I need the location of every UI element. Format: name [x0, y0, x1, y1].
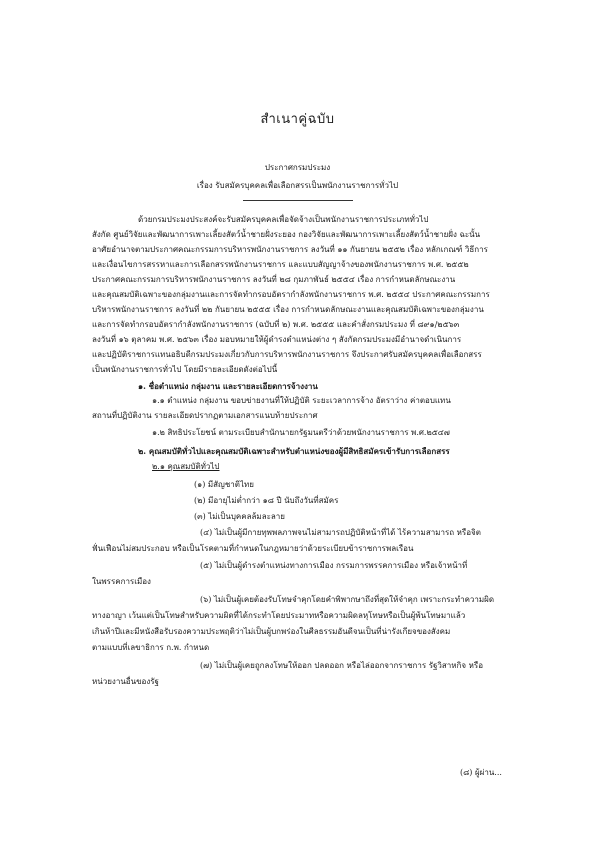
intro-line: และการจัดทำกรอบอัตรากำลังพนักงานราชการ (ฉบับที่ ๒) พ.ศ. ๒๕๕๕ และคำสั่งกรมประมง ที่ ๘๙๑/๒๕๖๓ — [92, 320, 460, 329]
intro-line: และคุณสมบัติเฉพาะของกลุ่มงานและการจัดทำกรอบอัตรากำลังพนักงานราชการ พ.ศ. ๒๕๕๔ ประกาศคณะกรรมการ — [92, 290, 490, 299]
intro-line: และปฏิบัติราชการแทนอธิบดีกรมประมงเกี่ยวกับการบริหารพนักงานราชการ จึงประกาศรับสมัครบุคคลเพื่อเลือกสรร — [92, 350, 482, 359]
section-1-1-line: ๑.๑ ตำแหน่ง กลุ่มงาน ขอบข่ายงานที่ให้ปฏิบัติ ระยะเวลาการจ้าง อัตราว่าง ค่าตอบแทน — [152, 396, 451, 405]
qualification-item-6-line: ตามแบบที่เลขาธิการ ก.พ. กำหนด — [92, 643, 210, 652]
qualification-item-7-line: (๗) ไม่เป็นผู้เคยถูกลงโทษให้ออก ปลดออก หรือไล่ออกจากราชการ รัฐวิสาหกิจ หรือ — [200, 661, 483, 670]
intro-line: ลงวันที่ ๑๖ ตุลาคม พ.ศ. ๒๕๖๓ เรื่อง มอบหมายให้ผู้ดำรงตำแหน่งต่าง ๆ สังกัดกรมประมงมีอำนาจดำเนินการ — [92, 335, 462, 344]
title-divider — [243, 200, 353, 201]
qualification-item-6-line: ทางอาญา เว้นแต่เป็นโทษสำหรับความผิดที่ได้กระทำโดยประมาทหรือความผิดลหุโทษหรือเป็นผู้พ้นโทษมาแล้ว — [92, 611, 466, 620]
intro-line: อาศัยอำนาจตามประกาศคณะกรรมการบริหารพนักงานราชการ ลงวันที่ ๑๑ กันยายน ๒๕๕๒ เรื่อง หลักเกณฑ์ วิธีการ — [92, 245, 488, 254]
qualification-item-6-line: (๖) ไม่เป็นผู้เคยต้องรับโทษจำคุกโดยคำพิพากษาถึงที่สุดให้จำคุก เพราะกระทำความผิด — [200, 595, 495, 604]
qualification-item-5-line: (๕) ไม่เป็นผู้ดำรงตำแหน่งทางการเมือง กรรมการพรรคการเมือง หรือเจ้าหน้าที่ — [200, 561, 468, 570]
qualification-item-4-line: (๔) ไม่เป็นผู้มีกายทุพพลภาพจนไม่สามารถปฏิบัติหน้าที่ได้ ไร้ความสามารถ หรือจิต — [200, 528, 481, 537]
intro-line: สังกัด ศูนย์วิจัยและพัฒนาการเพาะเลี้ยงสัตว์น้ำชายฝั่งระยอง กองวิจัยและพัฒนาการเพาะเลี้ยงสัตว์น้ำชายฝั่ง ฉะนั้น — [92, 230, 481, 239]
qualification-item: (๓) ไม่เป็นบุคคลล้มละลาย — [194, 512, 285, 521]
section-2-heading: ๒. คุณสมบัติทั่วไปและคุณสมบัติเฉพาะสำหรับตำแหน่งของผู้มีสิทธิสมัครเข้ารับการเลือกสรร — [138, 446, 450, 456]
continuation-marker: (๘) ผู้ผ่าน... — [460, 768, 502, 777]
copy-stamp: สำเนาคู่ฉบับ — [260, 112, 335, 127]
section-1-heading: ๑. ชื่อตำแหน่ง กลุ่มงาน และรายละเอียดการจ้างงาน — [138, 381, 318, 391]
intro-line: และเงื่อนไขการสรรหาและการเลือกสรรพนักงานราชการ และแบบสัญญาจ้างของพนักงานราชการ พ.ศ. ๒๕๕๒ — [92, 260, 469, 269]
announcement-title: ประกาศกรมประมง — [264, 163, 331, 172]
announcement-subject: เรื่อง รับสมัครบุคคลเพื่อเลือกสรรเป็นพนักงานราชการทั่วไป — [196, 181, 399, 190]
intro-line: ประกาศคณะกรรมการบริหารพนักงานราชการ ลงวันที่ ๒๘ กุมภาพันธ์ ๒๕๕๔ เรื่อง การกำหนดลักษณะงาน — [92, 275, 456, 284]
section-1-1-line: สถานที่ปฏิบัติงาน รายละเอียดปรากฏตามเอกสารแนบท้ายประกาศ — [92, 411, 318, 420]
qualification-item: (๑) มีสัญชาติไทย — [194, 480, 254, 489]
qualification-item-7-line: หน่วยงานอื่นของรัฐ — [92, 677, 159, 686]
qualification-item-4-line: ฟั่นเฟือนไม่สมประกอบ หรือเป็นโรคตามที่กำหนดในกฎหมายว่าด้วยระเบียบข้าราชการพลเรือน — [92, 544, 414, 553]
section-2-1-subheading: ๒.๑ คุณสมบัติทั่วไป — [152, 462, 220, 471]
intro-line: ด้วยกรมประมงประสงค์จะรับสมัครบุคคลเพื่อจัดจ้างเป็นพนักงานราชการประเภททั่วไป — [138, 215, 429, 224]
qualification-item-6-line: เกินห้าปีและมีหนังสือรับรองความประพฤติว่าไม่เป็นผู้บกพร่องในศีลธรรมอันดีจนเป็นที่น่ารังเกียจของสังคม — [92, 627, 451, 636]
section-1-2: ๑.๒ สิทธิประโยชน์ ตามระเบียบสำนักนายกรัฐมนตรีว่าด้วยพนักงานราชการ พ.ศ.๒๕๔๗ — [152, 428, 450, 437]
qualification-item: (๒) มีอายุไม่ต่ำกว่า ๑๘ ปี นับถึงวันที่สมัคร — [194, 496, 339, 505]
intro-line: เป็นพนักงานราชการทั่วไป โดยมีรายละเอียดดังต่อไปนี้ — [92, 365, 278, 374]
intro-line: บริหารพนักงานราชการ ลงวันที่ ๒๒ กันยายน ๒๕๕๕ เรื่อง การกำหนดลักษณะงานและคุณสมบัติเฉพาะของกลุ่มงาน — [92, 305, 484, 314]
qualification-item-5-line: ในพรรคการเมือง — [92, 577, 151, 586]
